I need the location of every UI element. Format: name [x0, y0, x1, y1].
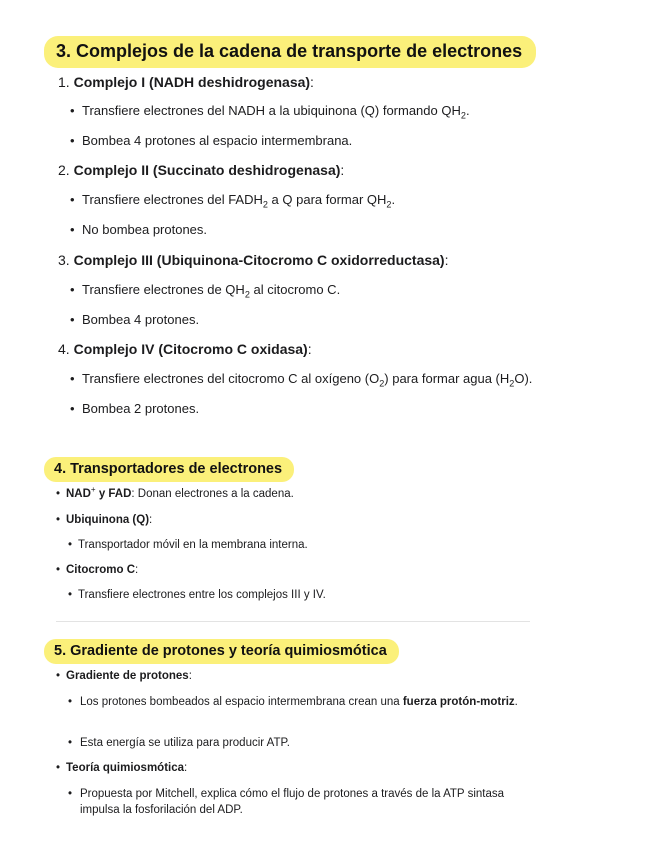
list-number: 4.: [58, 341, 70, 357]
detail-text: Los protones bombeados al espacio intermembrana crean una: [80, 696, 403, 708]
carrier-nad-fad: [56, 485, 294, 500]
colon: :: [184, 762, 188, 774]
subscript: 2: [244, 289, 250, 300]
bullet-text: Bombea 4 protones.: [82, 312, 200, 327]
bullet-text: Transfiere electrones de QH: [82, 282, 245, 297]
bullet-icon: •: [56, 762, 61, 774]
carrier-detail-text: Transfiere electrones entre los complejos III y IV.: [78, 589, 326, 601]
bullet-text: Transfiere electrones del citocromo C al oxígeno (O: [82, 371, 380, 386]
bullet-icon: •: [68, 788, 73, 800]
bullet-text-mid: a Q para formar QH: [267, 192, 387, 207]
complex-3-heading: [58, 252, 448, 268]
list-number: 3.: [58, 252, 70, 268]
bullet-text: Bombea 2 protones.: [82, 401, 200, 416]
complex-4-bullet-1: [70, 371, 533, 389]
carrier-citocromo: [56, 564, 138, 576]
carrier-name: Citocromo C: [66, 564, 135, 576]
subscript: 2: [386, 199, 392, 210]
complex-name: Complejo III (Ubiquinona-Citocromo C oxidorreductasa): [73, 252, 445, 268]
bullet-text: Transfiere electrones del FADH: [82, 192, 263, 207]
bullet-text: Transfiere electrones del NADH a la ubiquinona (Q) formando QH: [82, 103, 461, 118]
bullet-icon: •: [56, 488, 61, 500]
bullet-icon: •: [70, 371, 75, 386]
subscript: 2: [262, 199, 268, 210]
carrier-detail-text: Transportador móvil en la membrana interna.: [78, 539, 308, 551]
topic-name: Gradiente de protones: [66, 670, 189, 682]
list-number: 1.: [58, 74, 70, 90]
complex-2-bullet-2: [70, 222, 207, 237]
gradient-heading: [56, 670, 192, 682]
gradient-detail-1-text-block: [68, 694, 538, 710]
section-4-heading: 4. Transportadores de electrones: [44, 457, 294, 482]
bullet-text-end: al citocromo C.: [249, 282, 341, 297]
colon: :: [444, 252, 449, 268]
chemiosmotic-detail: [68, 786, 518, 818]
detail-bold: fuerza protón-motriz: [402, 696, 515, 708]
bullet-icon: •: [70, 312, 75, 327]
complex-3-bullet-1: [70, 282, 341, 300]
bullet-icon: •: [56, 564, 61, 576]
complex-2-heading: [58, 162, 344, 178]
bullet-icon: •: [70, 133, 75, 148]
complex-4-heading: [58, 341, 312, 357]
gradient-detail-2: [68, 737, 290, 749]
topic-name: Teoría quimiosmótica: [66, 762, 185, 774]
complex-3-bullet-2: [70, 312, 199, 327]
section-divider: [56, 621, 530, 622]
list-number: 2.: [58, 162, 70, 178]
bullet-icon: •: [70, 103, 75, 118]
complex-1-bullet-2: [70, 133, 352, 148]
gradient-detail-1: [68, 694, 538, 710]
detail-text: Esta energía se utiliza para producir ATP.: [80, 737, 290, 749]
carrier-ubiquinona: [56, 514, 152, 526]
complex-1-heading: [58, 74, 314, 90]
carrier-text: : Donan electrones a la cadena.: [131, 488, 294, 500]
complex-name: Complejo II (Succinato deshidrogenasa): [73, 162, 341, 178]
bullet-icon: •: [70, 222, 75, 237]
complex-2-bullet-1: [70, 192, 396, 210]
complex-4-bullet-2: [70, 401, 199, 416]
subscript: 2: [509, 378, 515, 389]
colon: :: [340, 162, 345, 178]
colon: :: [149, 514, 153, 526]
complex-1-bullet-1: [70, 103, 470, 121]
carrier-name: NAD: [66, 488, 91, 500]
chemiosmotic-heading: [56, 762, 187, 774]
detail-text-end: .: [514, 696, 518, 708]
bullet-text-end: .: [465, 103, 470, 118]
chemiosmotic-detail-text: Propuesta por Mitchell, explica cómo el flujo de protones a través de la ATP sintasa impulsa la fosforilación del ADP.: [80, 788, 505, 816]
bullet-icon: •: [68, 696, 73, 708]
bullet-icon: •: [68, 737, 73, 749]
carrier-name: Ubiquinona (Q): [66, 514, 150, 526]
superscript: +: [90, 485, 96, 495]
bullet-icon: •: [70, 192, 75, 207]
subscript: 2: [379, 378, 385, 389]
bullet-icon: •: [70, 282, 75, 297]
bullet-text: Bombea 4 protones al espacio intermembrana.: [82, 133, 353, 148]
colon: :: [307, 341, 312, 357]
bullet-text-mid: ) para formar agua (H: [384, 371, 510, 386]
subscript: 2: [460, 110, 466, 121]
bullet-text-end: O).: [514, 371, 533, 386]
bullet-icon: •: [70, 401, 75, 416]
bullet-icon: •: [68, 539, 73, 551]
complex-name: Complejo IV (Citocromo C oxidasa): [73, 341, 308, 357]
complex-name: Complejo I (NADH deshidrogenasa): [73, 74, 311, 90]
bullet-icon: •: [56, 670, 61, 682]
carrier-citocromo-detail: [68, 589, 326, 601]
bullet-icon: •: [68, 589, 73, 601]
bullet-text-end: .: [391, 192, 396, 207]
colon: :: [188, 670, 192, 682]
colon: :: [135, 564, 139, 576]
carrier-ubiquinona-detail: [68, 539, 308, 551]
section-3-heading: 3. Complejos de la cadena de transporte de electrones: [44, 36, 536, 68]
bullet-text: No bombea protones.: [82, 222, 208, 237]
carrier-name-end: y FAD: [95, 488, 132, 500]
bullet-icon: •: [56, 514, 61, 526]
section-5-heading: 5. Gradiente de protones y teoría quimiosmótica: [44, 639, 399, 664]
colon: :: [310, 74, 314, 90]
